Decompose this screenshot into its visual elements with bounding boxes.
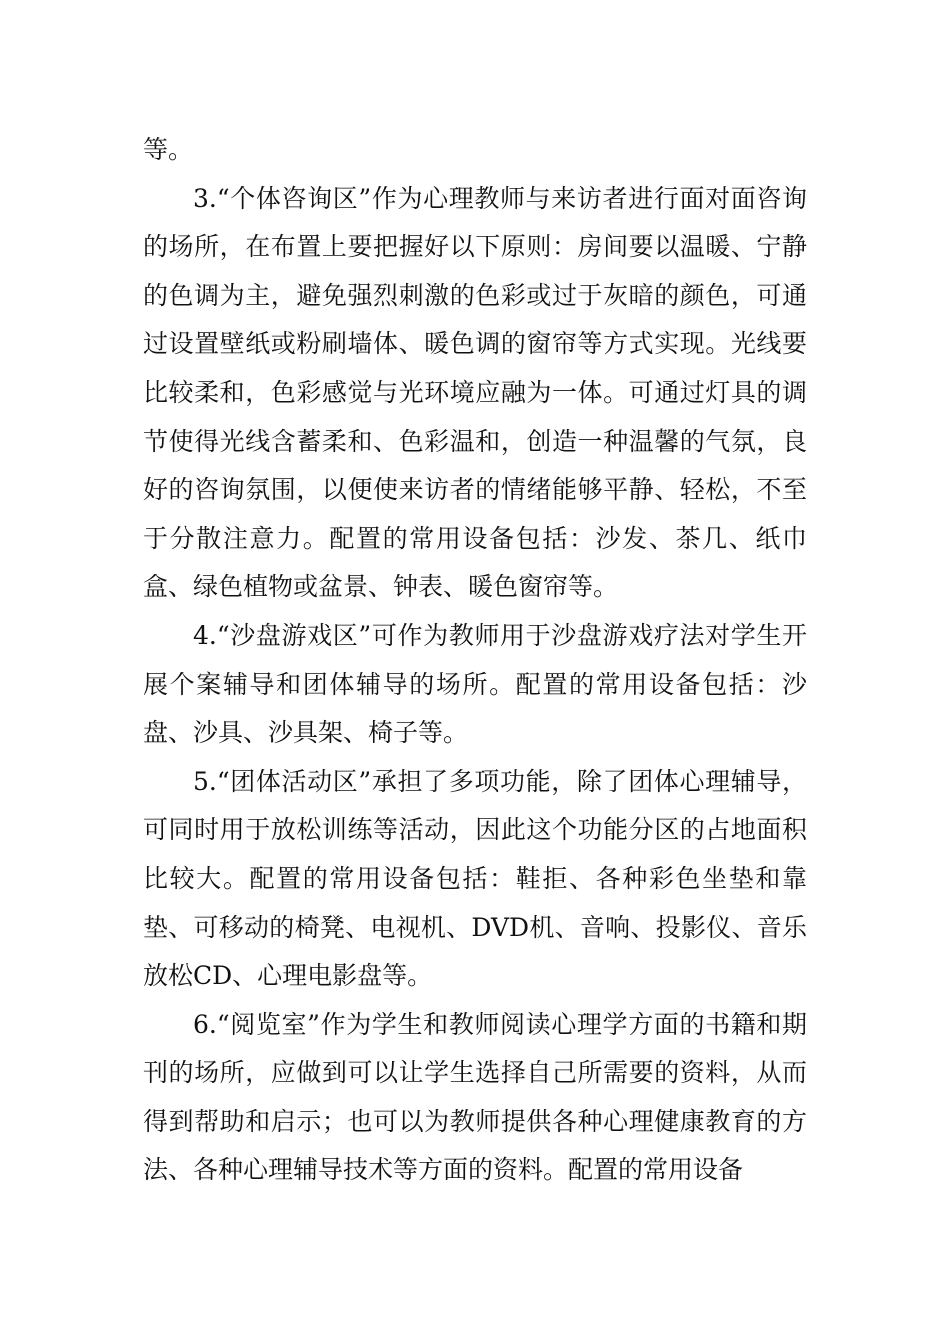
document-body bbox=[143, 126, 807, 1195]
paragraph-sandplay-area: 4.“沙盘游戏区”可作为教师用于沙盘游戏疗法对学生开展个案辅导和团体辅导的场所。配置的常用设备包括：沙盘、沙具、沙具架、椅子等。 bbox=[143, 620, 807, 748]
paragraph-group-activity-area: 5.“团体活动区”承担了多项功能，除了团体心理辅导，可同时用于放松训练等活动，因此这个功能分区的占地面积比较大。配置的常用设备包括：鞋拒、各种彩色坐垫和靠垫、可移动的椅凳、电视机、DVD机、音响、投影仪、音乐放松CD、心理电影盘等。 bbox=[143, 766, 807, 991]
paragraph-reading-room: 6.“阅览室”作为学生和教师阅读心理学方面的书籍和期刊的场所，应做到可以让学生选择自己所需要的资料，从而得到帮助和启示；也可以为教师提供各种心理健康教育的方法、各种心理辅导技术等方面的资料。配置的常用设备 bbox=[143, 1009, 807, 1185]
paragraph-continuation: 等。 bbox=[143, 135, 194, 164]
paragraph-individual-counseling-area: 3.“个体咨询区”作为心理教师与来访者进行面对面咨询的场所，在布置上要把握好以下原则：房间要以温暖、宁静的色调为主，避免强烈刺激的色彩或过于灰暗的颜色，可通过设置壁纸或粉刷墙体、暖色调的窗帘等方式实现。光线要比较柔和，色彩感觉与光环境应融为一体。可通过灯具的调节使得光线含蓄柔和、色彩温和，创造一种温馨的气氛，良好的咨询氛围，以便使来访者的情绪能够平静、轻松，不至于分散注意力。配置的常用设备包括：沙发、茶几、纸巾盒、绿色植物或盆景、钟表、暖色窗帘等。 bbox=[143, 183, 807, 602]
